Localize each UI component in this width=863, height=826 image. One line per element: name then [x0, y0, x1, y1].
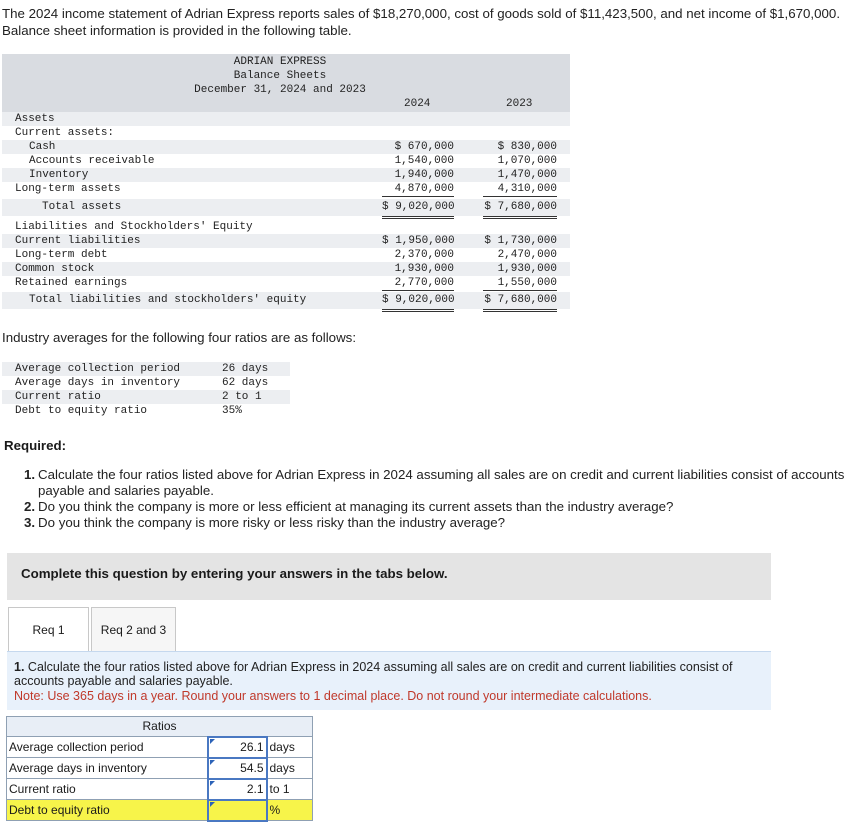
industry-row: Current ratio 2 to 1: [2, 390, 290, 404]
table-row: Average collection period 26.1 days: [7, 737, 313, 758]
industry-intro: Industry averages for the following four ratios are as follows:: [2, 330, 357, 345]
answer-table: [6, 716, 313, 822]
note-text: Note: Use 365 days in a year. Round your answers to 1 decimal place. Do not round your intermediate calculations.: [14, 689, 652, 703]
bs-row: Current assets:: [15, 127, 115, 139]
bs-row: Assets: [2, 112, 570, 126]
industry-row: Average days in inventory 62 days: [15, 377, 269, 389]
list-item: 3. Do you think the company is more risky or less risky than the industry average?: [24, 515, 506, 530]
balance-sheet: [2, 54, 570, 312]
table-row: Debt to equity ratio %: [7, 800, 313, 821]
table-row: Average days in inventory 54.5 days: [7, 758, 313, 779]
industry-row: Average collection period 26 days: [2, 362, 290, 376]
tab-req-2-and-3[interactable]: Req 2 and 3: [91, 607, 176, 651]
bs-row: Retained earnings 2,770,000 1,550,000: [15, 277, 557, 289]
bs-row: Long-term debt 2,370,000 2,470,000: [15, 249, 557, 261]
bs-row: Cash $ 670,000 $ 830,000: [2, 140, 570, 154]
question-box: 1. Calculate the four ratios listed above for Adrian Express in 2024 assuming all sales are on credit and current liabilities consist of accounts payable and salaries payable. Note: Use 365 days in a year. Round your answers to 1 decimal place. Do not round your intermediate calculations.: [7, 651, 771, 710]
bs-row: Current liabilities $ 1,950,000 $ 1,730,000: [2, 234, 570, 248]
list-item: 1. Calculate the four ratios listed above for Adrian Express in 2024 assuming all sales are on credit and current liabilities consist of accounts payable and salaries payable.: [24, 467, 845, 498]
problem-intro: The 2024 income statement of Adrian Express reports sales of $18,270,000, cost of goods sold of $11,423,500, and net income of $1,670,000. Balance sheet information is provided in the following table.: [2, 6, 841, 38]
statement-date: December 31, 2024 and 2023: [194, 84, 366, 96]
tab-req-1[interactable]: Req 1: [8, 607, 89, 651]
instructions-banner: Complete this question by entering your answers in the tabs below.: [7, 553, 771, 600]
col-header-2024: 2024: [404, 98, 431, 110]
col-header-2023: 2023: [506, 98, 533, 110]
company-name: ADRIAN EXPRESS: [233, 56, 327, 68]
bs-row-total: Total liabilities and stockholders' equity $ 9,020,000 $ 7,680,000: [2, 292, 570, 309]
bs-row-total: Total assets $ 9,020,000 $ 7,680,000: [2, 199, 570, 216]
avg-days-inventory-input[interactable]: 54.5: [208, 758, 267, 779]
bs-row: Common stock 1,930,000 1,930,000: [2, 262, 570, 276]
bs-row: Long-term assets 4,870,000 4,310,000: [15, 183, 557, 195]
bs-row: Accounts receivable 1,540,000 1,070,000: [29, 155, 557, 167]
required-list: [24, 467, 854, 531]
table-row: Current ratio 2.1 to 1: [7, 779, 313, 800]
industry-row: Debt to equity ratio 35%: [15, 405, 242, 417]
bs-row: Liabilities and Stockholders' Equity: [15, 221, 253, 233]
current-ratio-input[interactable]: 2.1: [208, 779, 267, 800]
answer-table-header: Ratios: [7, 717, 313, 737]
debt-to-equity-input[interactable]: [208, 800, 267, 821]
industry-averages-table: [2, 362, 290, 418]
list-item: 2. Do you think the company is more or less efficient at managing its current assets than the industry average?: [24, 499, 674, 514]
avg-collection-period-input[interactable]: 26.1: [208, 737, 267, 758]
bs-row: Inventory 1,940,000 1,470,000: [2, 168, 570, 182]
statement-title: Balance Sheets: [233, 70, 327, 82]
balance-sheet-header: [2, 54, 570, 112]
required-heading: Required:: [4, 438, 67, 453]
